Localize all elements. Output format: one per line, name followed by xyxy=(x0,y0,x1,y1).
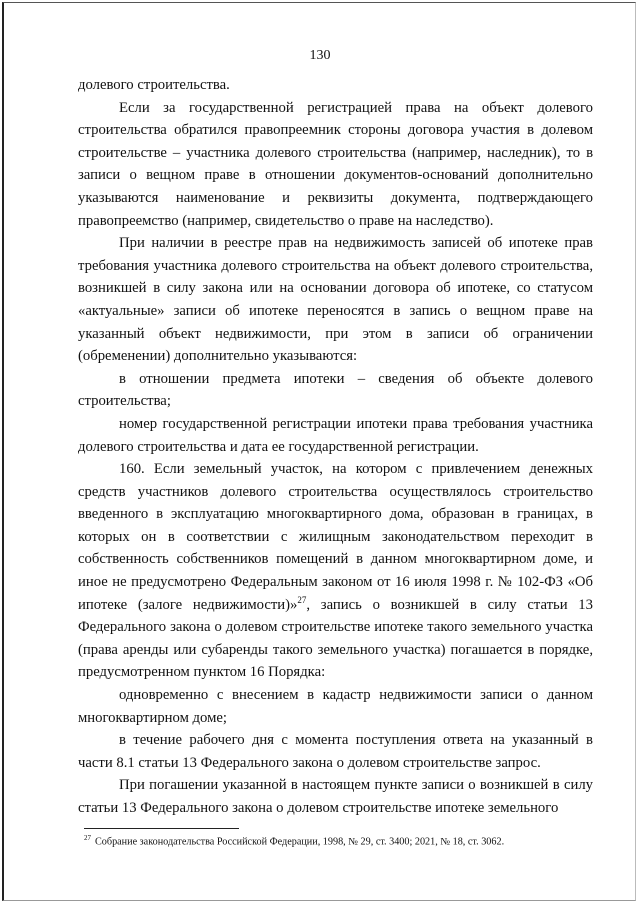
paragraph-2: Если за государственной регистрацией права на объект долевого строительства обратился правопреемник стороны договора участия в долевом строительстве – участника долевого строительства (например, наследник), то в записи о вещном праве в отношении документов-оснований дополнительно указываются наименование и реквизиты документа, подтверждающего правопреемство (например, свидетельство о праве на наследство). xyxy=(78,99,593,229)
footnote-divider xyxy=(84,828,239,829)
paragraph-7: одновременно с внесением в кадастр недвижимости записи о данном многоквартирном доме; xyxy=(78,687,593,726)
paragraph-4: в отношении предмета ипотеки – сведения об объекте долевого строительства; xyxy=(78,370,593,410)
paragraph-9: При погашении указанной в настоящем пункте записи о возникшей в силу статьи 13 Федерального закона о долевом строительстве ипотеке земельного xyxy=(78,777,593,816)
paragraph-5: номер государственной регистрации ипотеки права требования участника долевого строительства и дата ее государственной регистрации. xyxy=(78,415,593,455)
footnote-text: Собрание законодательства Российской Федерации, 1998, № 29, ст. 3400; 2021, № 18, ст. 3062. xyxy=(95,836,505,848)
page-number: 130 xyxy=(309,48,331,63)
paragraph-6-text: 160. Если земельный участок, на котором с привлечением денежных средств участников долевого строительства осуществлялось строительство введенного в эксплуатацию многоквартирного дома, образован в границах, в которых он в соответствии с жилищным законодательством переходит в собственность собственников помещений в данном многоквартирном доме, и иное не предусмотрено Федеральным законом от 16 июля 1998 г. № 102-ФЗ «Об ипотеке (залоге недвижимости)» xyxy=(78,461,593,613)
paragraph-6 xyxy=(78,458,593,684)
footnote xyxy=(84,832,604,848)
paragraph-6-text-after: , запись о возникшей в силу статьи 13 Федерального закона о долевом строительстве ипотеке такого земельного участка (права аренды или субаренды такого земельного участка) погашается в порядке, предусмотренном пунктом 16 Порядка: xyxy=(78,596,593,681)
document-body xyxy=(78,74,593,820)
paragraph-3: При наличии в реестре прав на недвижимость записей об ипотеке прав требования участника долевого строительства на объект долевого строительства, возникшей в силу закона или на основании договора об ипотеке, со статусом «актуальные» записи об ипотеке переносятся в запись о вещном праве на указанный объект недвижимости, при этом в записи об ограничении (обременении) дополнительно указываются: xyxy=(78,235,593,365)
paragraph-8: в течение рабочего дня с момента поступления ответа на указанный в части 8.1 статьи 13 Федерального закона о долевом строительстве запрос. xyxy=(78,732,593,771)
footnote-marker: 27 xyxy=(297,594,307,605)
paragraph-1: долевого строительства. xyxy=(78,77,230,93)
footnote-ref: 27 xyxy=(84,834,91,842)
